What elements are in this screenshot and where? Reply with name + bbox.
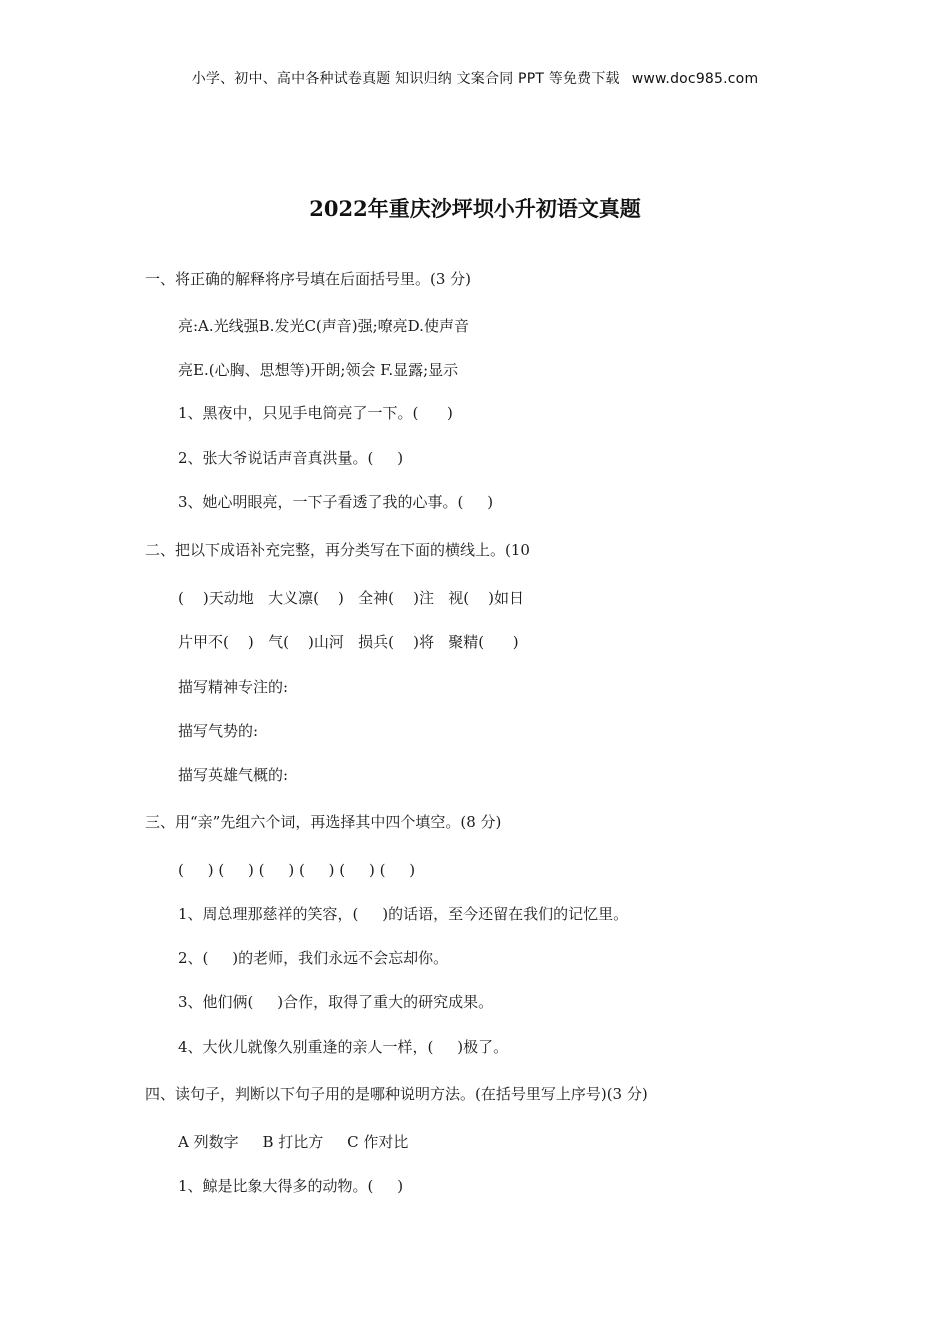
page-header	[0, 68, 950, 88]
question-3-item-4: 4、大伙儿就像久别重逢的亲人一样，( )极了。	[178, 1038, 509, 1056]
question-1-heading: 一、将正确的解释将序号填在后面括号里。(3 分)	[145, 270, 472, 288]
document-title: 2022年重庆沙坪坝小升初语文真题	[309, 196, 641, 221]
question-1-definitions-a: 亮:A.光线强B.发光C(声音)强;嘹亮D.使声音	[178, 317, 469, 335]
question-2-heading: 二、把以下成语补充完整，再分类写在下面的横线上。(10	[145, 541, 530, 559]
question-2-category-1: 描写精神专注的:	[178, 678, 289, 696]
header-url: www.doc985.com	[631, 71, 759, 87]
question-2-category-3: 描写英雄气概的:	[178, 766, 289, 784]
question-3-item-1: 1、周总理那慈祥的笑容，( )的话语，至今还留在我们的记忆里。	[178, 905, 629, 923]
question-1-definitions-b: 亮E.(心胸、思想等)开朗;领会 F.显露;显示	[178, 361, 459, 379]
question-4-heading: 四、读句子，判断以下句子用的是哪种说明方法。(在括号里写上序号)(3 分)	[145, 1085, 648, 1103]
question-1-item-2: 2、张大爷说话声音真洪量。( )	[178, 449, 404, 467]
question-3-heading: 三、用“亲”先组六个词，再选择其中四个填空。(8 分)	[145, 813, 502, 831]
question-2-idioms-row-1: ( )天动地 大义凛( ) 全神( )注 视( )如日	[178, 589, 525, 607]
question-3-item-3: 3、他们俩( )合作，取得了重大的研究成果。	[178, 993, 494, 1011]
question-2-idioms-row-2: 片甲不( ) 气( )山河 损兵( )将 聚精( )	[178, 633, 519, 651]
question-3-item-2: 2、( )的老师，我们永远不会忘却你。	[178, 949, 449, 967]
question-2-category-2: 描写气势的:	[178, 722, 259, 740]
question-4-item-1: 1、鲸是比象大得多的动物。( )	[178, 1177, 404, 1195]
question-1-item-1: 1、黑夜中，只见手电筒亮了一下。( )	[178, 404, 453, 422]
question-4-options: A 列数字 B 打比方 C 作对比	[178, 1133, 409, 1151]
question-1-item-3: 3、她心明眼亮，一下子看透了我的心事。( )	[178, 493, 494, 511]
header-text: 小学、初中、高中各种试卷真题 知识归纳 文案合同 PPT 等免费下载	[191, 71, 620, 87]
question-3-blanks: ( ) ( ) ( ) ( ) ( ) ( )	[178, 861, 416, 879]
